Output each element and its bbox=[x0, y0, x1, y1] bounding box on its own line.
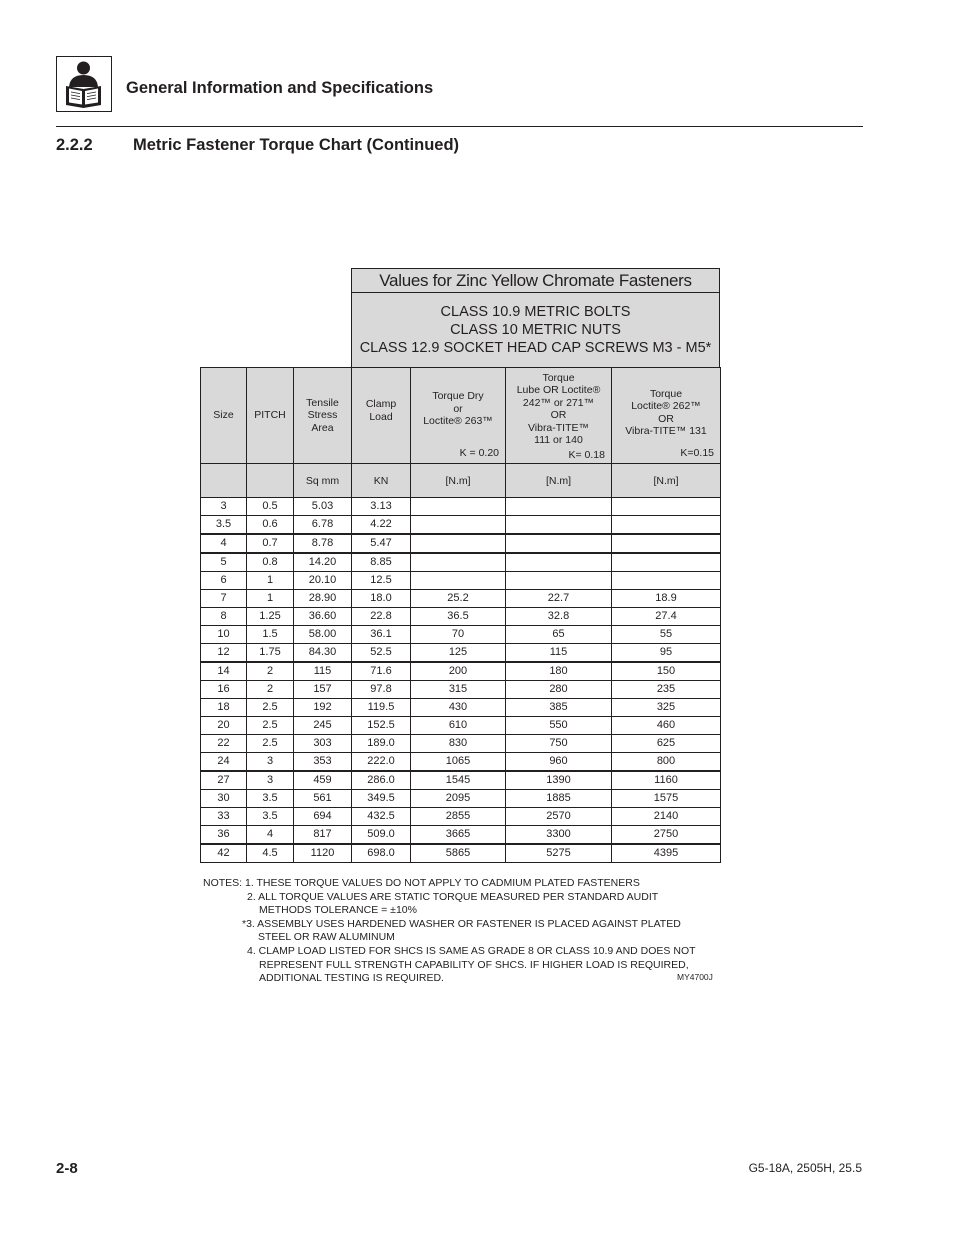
table-cell: 0.8 bbox=[247, 553, 294, 572]
fastener-class-list bbox=[352, 293, 719, 357]
table-row bbox=[201, 808, 721, 826]
table-cell: 6 bbox=[201, 572, 247, 590]
table-row bbox=[201, 498, 721, 516]
table-row bbox=[201, 644, 721, 663]
table-cell: 830 bbox=[411, 735, 506, 753]
table-cell: 1160 bbox=[612, 771, 721, 790]
table-cell: 1575 bbox=[612, 790, 721, 808]
table-cell bbox=[612, 498, 721, 516]
col-header-clamp bbox=[352, 368, 411, 464]
table-row bbox=[201, 553, 721, 572]
table-cell: 280 bbox=[506, 681, 612, 699]
table-cell: 8.78 bbox=[294, 534, 352, 553]
table-cell: 3.5 bbox=[247, 808, 294, 826]
table-cell: 25.2 bbox=[411, 590, 506, 608]
table-cell: 125 bbox=[411, 644, 506, 663]
table-cell: 2 bbox=[247, 681, 294, 699]
header-line: Loctite® 263™ bbox=[423, 415, 493, 428]
table-cell: 180 bbox=[506, 662, 612, 681]
note-line: *3. ASSEMBLY USES HARDENED WASHER OR FASTENER IS PLACED AGAINST PLATED bbox=[242, 917, 681, 930]
table-cell: 97.8 bbox=[352, 681, 411, 699]
table-cell: 119.5 bbox=[352, 699, 411, 717]
table-cell: 36 bbox=[201, 826, 247, 845]
header-line: Stress bbox=[307, 409, 338, 422]
table-cell bbox=[612, 572, 721, 590]
table-body bbox=[201, 498, 721, 863]
unit-cell: [N.m] bbox=[612, 464, 721, 498]
table-cell: 610 bbox=[411, 717, 506, 735]
table-cell: 3665 bbox=[411, 826, 506, 845]
table-cell: 625 bbox=[612, 735, 721, 753]
table-cell: 460 bbox=[612, 717, 721, 735]
table-cell: 65 bbox=[506, 626, 612, 644]
table-cell: 36.60 bbox=[294, 608, 352, 626]
col-header-pitch: PITCH bbox=[247, 368, 294, 464]
table-cell bbox=[506, 498, 612, 516]
table-cell: 1065 bbox=[411, 753, 506, 772]
table-cell: 2855 bbox=[411, 808, 506, 826]
table-cell: 286.0 bbox=[352, 771, 411, 790]
table-row bbox=[201, 790, 721, 808]
table-cell: 0.5 bbox=[247, 498, 294, 516]
header-line: Torque bbox=[649, 387, 683, 400]
note-line: REPRESENT FULL STRENGTH CAPABILITY OF SHCS. IF HIGHER LOAD IS REQUIRED, bbox=[259, 958, 689, 971]
header-line: or bbox=[453, 402, 463, 415]
table-row bbox=[201, 844, 721, 863]
class-line: CLASS 10.9 METRIC BOLTS bbox=[440, 304, 631, 320]
note-line: 4. CLAMP LOAD LISTED FOR SHCS IS SAME AS GRADE 8 OR CLASS 10.9 AND DOES NOT bbox=[247, 944, 696, 957]
table-cell: 698.0 bbox=[352, 844, 411, 863]
table-cell: 235 bbox=[612, 681, 721, 699]
header-title: General Information and Specifications bbox=[126, 79, 434, 97]
table-cell bbox=[411, 516, 506, 535]
table-cell: 10 bbox=[201, 626, 247, 644]
table-cell: 315 bbox=[411, 681, 506, 699]
col-header-size: Size bbox=[201, 368, 247, 464]
table-cell: 325 bbox=[612, 699, 721, 717]
table-row bbox=[201, 753, 721, 772]
table-cell: 222.0 bbox=[352, 753, 411, 772]
table-cell: 36.5 bbox=[411, 608, 506, 626]
table-cell bbox=[506, 534, 612, 553]
figure-code: MY4700J bbox=[677, 972, 713, 982]
table-cell: 28.90 bbox=[294, 590, 352, 608]
table-cell: 3.5 bbox=[201, 516, 247, 535]
header-line: Vibra-TITE™ 131 bbox=[625, 425, 707, 437]
note-line: ADDITIONAL TESTING IS REQUIRED. bbox=[259, 972, 444, 985]
table-cell: 303 bbox=[294, 735, 352, 753]
table-cell: 2140 bbox=[612, 808, 721, 826]
table-cell: 3 bbox=[247, 771, 294, 790]
table-row bbox=[201, 608, 721, 626]
unit-cell: KN bbox=[352, 464, 411, 498]
table-cell: 58.00 bbox=[294, 626, 352, 644]
table-cell: 2.5 bbox=[247, 717, 294, 735]
k-factor-262: K=0.15 bbox=[680, 446, 714, 459]
table-cell: 55 bbox=[612, 626, 721, 644]
table-cell: 6.78 bbox=[294, 516, 352, 535]
table-cell: 2 bbox=[247, 662, 294, 681]
class-line: CLASS 12.9 SOCKET HEAD CAP SCREWS M3 - M5* bbox=[359, 340, 712, 356]
header-line: Load bbox=[369, 410, 393, 423]
table-cell: 115 bbox=[294, 662, 352, 681]
table-cell: 84.30 bbox=[294, 644, 352, 663]
table-units-row bbox=[201, 464, 721, 498]
table-cell: 2095 bbox=[411, 790, 506, 808]
table-cell: 18.9 bbox=[612, 590, 721, 608]
table-cell: 95 bbox=[612, 644, 721, 663]
table-cell: 1.5 bbox=[247, 626, 294, 644]
table-cell: 33 bbox=[201, 808, 247, 826]
table-cell bbox=[612, 516, 721, 535]
table-cell: 2570 bbox=[506, 808, 612, 826]
table-cell: 189.0 bbox=[352, 735, 411, 753]
table-cell: 52.5 bbox=[352, 644, 411, 663]
header-line: Vibra-TITE™ bbox=[527, 421, 590, 434]
table-cell: 12 bbox=[201, 644, 247, 663]
table-cell: 5.47 bbox=[352, 534, 411, 553]
header-line: 111 or 140 bbox=[534, 434, 583, 446]
table-cell bbox=[411, 553, 506, 572]
table-cell: 0.6 bbox=[247, 516, 294, 535]
note-line: STEEL OR RAW ALUMINUM bbox=[258, 931, 395, 944]
header-line: Area bbox=[311, 421, 334, 434]
table-cell: 3.5 bbox=[247, 790, 294, 808]
header-line: Clamp bbox=[365, 398, 397, 410]
table-cell: 1.75 bbox=[247, 644, 294, 663]
page-number: 2-8 bbox=[56, 1160, 78, 1177]
col-header-torque-262 bbox=[612, 368, 721, 464]
k-factor-lube: K= 0.18 bbox=[568, 448, 605, 461]
note-line: NOTES: 1. THESE TORQUE VALUES DO NOT APPLY TO CADMIUM PLATED FASTENERS bbox=[203, 877, 640, 889]
table-cell: 16 bbox=[201, 681, 247, 699]
header-divider bbox=[56, 126, 863, 127]
table-row bbox=[201, 826, 721, 845]
table-cell: 750 bbox=[506, 735, 612, 753]
header-line: Loctite® 262™ bbox=[631, 400, 701, 412]
document-reference: G5-18A, 2505H, 25.5 bbox=[748, 1161, 862, 1175]
note-line: 2. ALL TORQUE VALUES ARE STATIC TORQUE MEASURED PER STANDARD AUDIT bbox=[247, 890, 659, 903]
table-cell: 1885 bbox=[506, 790, 612, 808]
table-row bbox=[201, 572, 721, 590]
torque-table bbox=[200, 367, 721, 863]
fastener-block-title: Values for Zinc Yellow Chromate Fasteners bbox=[352, 269, 719, 293]
table-row bbox=[201, 699, 721, 717]
header-line: Torque Dry bbox=[432, 390, 484, 403]
table-cell: 14 bbox=[201, 662, 247, 681]
table-cell bbox=[506, 553, 612, 572]
table-cell: 5275 bbox=[506, 844, 612, 863]
table-cell bbox=[411, 534, 506, 553]
table-cell: 8 bbox=[201, 608, 247, 626]
table-cell: 245 bbox=[294, 717, 352, 735]
header-line: 242™ or 271™ bbox=[522, 396, 595, 409]
table-row bbox=[201, 681, 721, 699]
table-cell: 800 bbox=[612, 753, 721, 772]
table-cell bbox=[411, 498, 506, 516]
table-cell: 3 bbox=[247, 753, 294, 772]
header-logo bbox=[56, 56, 112, 112]
table-row bbox=[201, 717, 721, 735]
table-row bbox=[201, 662, 721, 681]
header-line: Lube OR Loctite® bbox=[516, 384, 601, 396]
unit-cell bbox=[201, 464, 247, 498]
table-cell: 4.5 bbox=[247, 844, 294, 863]
table-row bbox=[201, 590, 721, 608]
table-cell: 561 bbox=[294, 790, 352, 808]
table-cell: 5.03 bbox=[294, 498, 352, 516]
table-cell: 150 bbox=[612, 662, 721, 681]
table-cell: 1120 bbox=[294, 844, 352, 863]
note-line: METHODS TOLERANCE = ±10% bbox=[259, 904, 417, 917]
table-cell: 1545 bbox=[411, 771, 506, 790]
table-cell bbox=[612, 553, 721, 572]
table-cell: 14.20 bbox=[294, 553, 352, 572]
table-cell: 353 bbox=[294, 753, 352, 772]
unit-cell: Sq mm bbox=[294, 464, 352, 498]
col-header-torque-dry bbox=[411, 368, 506, 464]
table-row bbox=[201, 516, 721, 535]
table-cell: 5865 bbox=[411, 844, 506, 863]
table-cell: 42 bbox=[201, 844, 247, 863]
table-cell: 27 bbox=[201, 771, 247, 790]
table-cell: 30 bbox=[201, 790, 247, 808]
table-cell: 192 bbox=[294, 699, 352, 717]
table-cell: 22.8 bbox=[352, 608, 411, 626]
table-cell: 960 bbox=[506, 753, 612, 772]
table-cell: 36.1 bbox=[352, 626, 411, 644]
table-cell: 1 bbox=[247, 572, 294, 590]
table-cell: 817 bbox=[294, 826, 352, 845]
table-cell: 5 bbox=[201, 553, 247, 572]
class-line: CLASS 10 METRIC NUTS bbox=[450, 322, 621, 338]
table-cell: 4 bbox=[247, 826, 294, 845]
table-cell: 1390 bbox=[506, 771, 612, 790]
table-cell bbox=[411, 572, 506, 590]
header-line: Torque bbox=[542, 371, 575, 384]
table-cell: 3 bbox=[201, 498, 247, 516]
table-cell: 18 bbox=[201, 699, 247, 717]
table-row bbox=[201, 735, 721, 753]
section-number: 2.2.2 bbox=[56, 136, 93, 154]
table-cell: 12.5 bbox=[352, 572, 411, 590]
table-header-row bbox=[201, 368, 721, 464]
table-cell: 349.5 bbox=[352, 790, 411, 808]
table-cell: 24 bbox=[201, 753, 247, 772]
table-cell: 459 bbox=[294, 771, 352, 790]
reader-with-book-icon bbox=[57, 57, 110, 110]
table-cell: 71.6 bbox=[352, 662, 411, 681]
header-line: Tensile bbox=[306, 396, 339, 409]
table-cell: 7 bbox=[201, 590, 247, 608]
col-header-tensile bbox=[294, 368, 352, 464]
table-cell bbox=[506, 516, 612, 535]
table-cell: 20 bbox=[201, 717, 247, 735]
table-cell: 430 bbox=[411, 699, 506, 717]
table-cell: 4.22 bbox=[352, 516, 411, 535]
table-cell: 22.7 bbox=[506, 590, 612, 608]
table-cell: 8.85 bbox=[352, 553, 411, 572]
table-cell: 115 bbox=[506, 644, 612, 663]
table-cell: 157 bbox=[294, 681, 352, 699]
table-cell: 152.5 bbox=[352, 717, 411, 735]
table-cell: 550 bbox=[506, 717, 612, 735]
table-cell: 27.4 bbox=[612, 608, 721, 626]
table-row bbox=[201, 626, 721, 644]
table-cell: 1.25 bbox=[247, 608, 294, 626]
table-cell: 2.5 bbox=[247, 699, 294, 717]
table-cell: 509.0 bbox=[352, 826, 411, 845]
table-cell: 3.13 bbox=[352, 498, 411, 516]
unit-cell bbox=[247, 464, 294, 498]
table-cell bbox=[506, 572, 612, 590]
table-cell: 1 bbox=[247, 590, 294, 608]
table-row bbox=[201, 771, 721, 790]
section-title: Metric Fastener Torque Chart (Continued) bbox=[133, 136, 460, 154]
header-line: OR bbox=[658, 412, 674, 425]
table-cell bbox=[612, 534, 721, 553]
table-cell: 3300 bbox=[506, 826, 612, 845]
fastener-class-header bbox=[351, 268, 720, 368]
table-cell: 432.5 bbox=[352, 808, 411, 826]
table-cell: 2.5 bbox=[247, 735, 294, 753]
table-cell: 694 bbox=[294, 808, 352, 826]
table-cell: 22 bbox=[201, 735, 247, 753]
table-cell: 385 bbox=[506, 699, 612, 717]
k-factor-dry: K = 0.20 bbox=[459, 446, 499, 459]
table-cell: 70 bbox=[411, 626, 506, 644]
unit-cell: [N.m] bbox=[411, 464, 506, 498]
table-cell: 32.8 bbox=[506, 608, 612, 626]
table-cell: 18.0 bbox=[352, 590, 411, 608]
table-cell: 20.10 bbox=[294, 572, 352, 590]
table-cell: 0.7 bbox=[247, 534, 294, 553]
table-cell: 2750 bbox=[612, 826, 721, 845]
col-header-torque-lube bbox=[506, 368, 612, 464]
table-notes bbox=[203, 877, 696, 986]
table-cell: 4395 bbox=[612, 844, 721, 863]
unit-cell: [N.m] bbox=[506, 464, 612, 498]
table-cell: 4 bbox=[201, 534, 247, 553]
table-cell: 200 bbox=[411, 662, 506, 681]
table-row bbox=[201, 534, 721, 553]
header-line: OR bbox=[550, 409, 567, 421]
